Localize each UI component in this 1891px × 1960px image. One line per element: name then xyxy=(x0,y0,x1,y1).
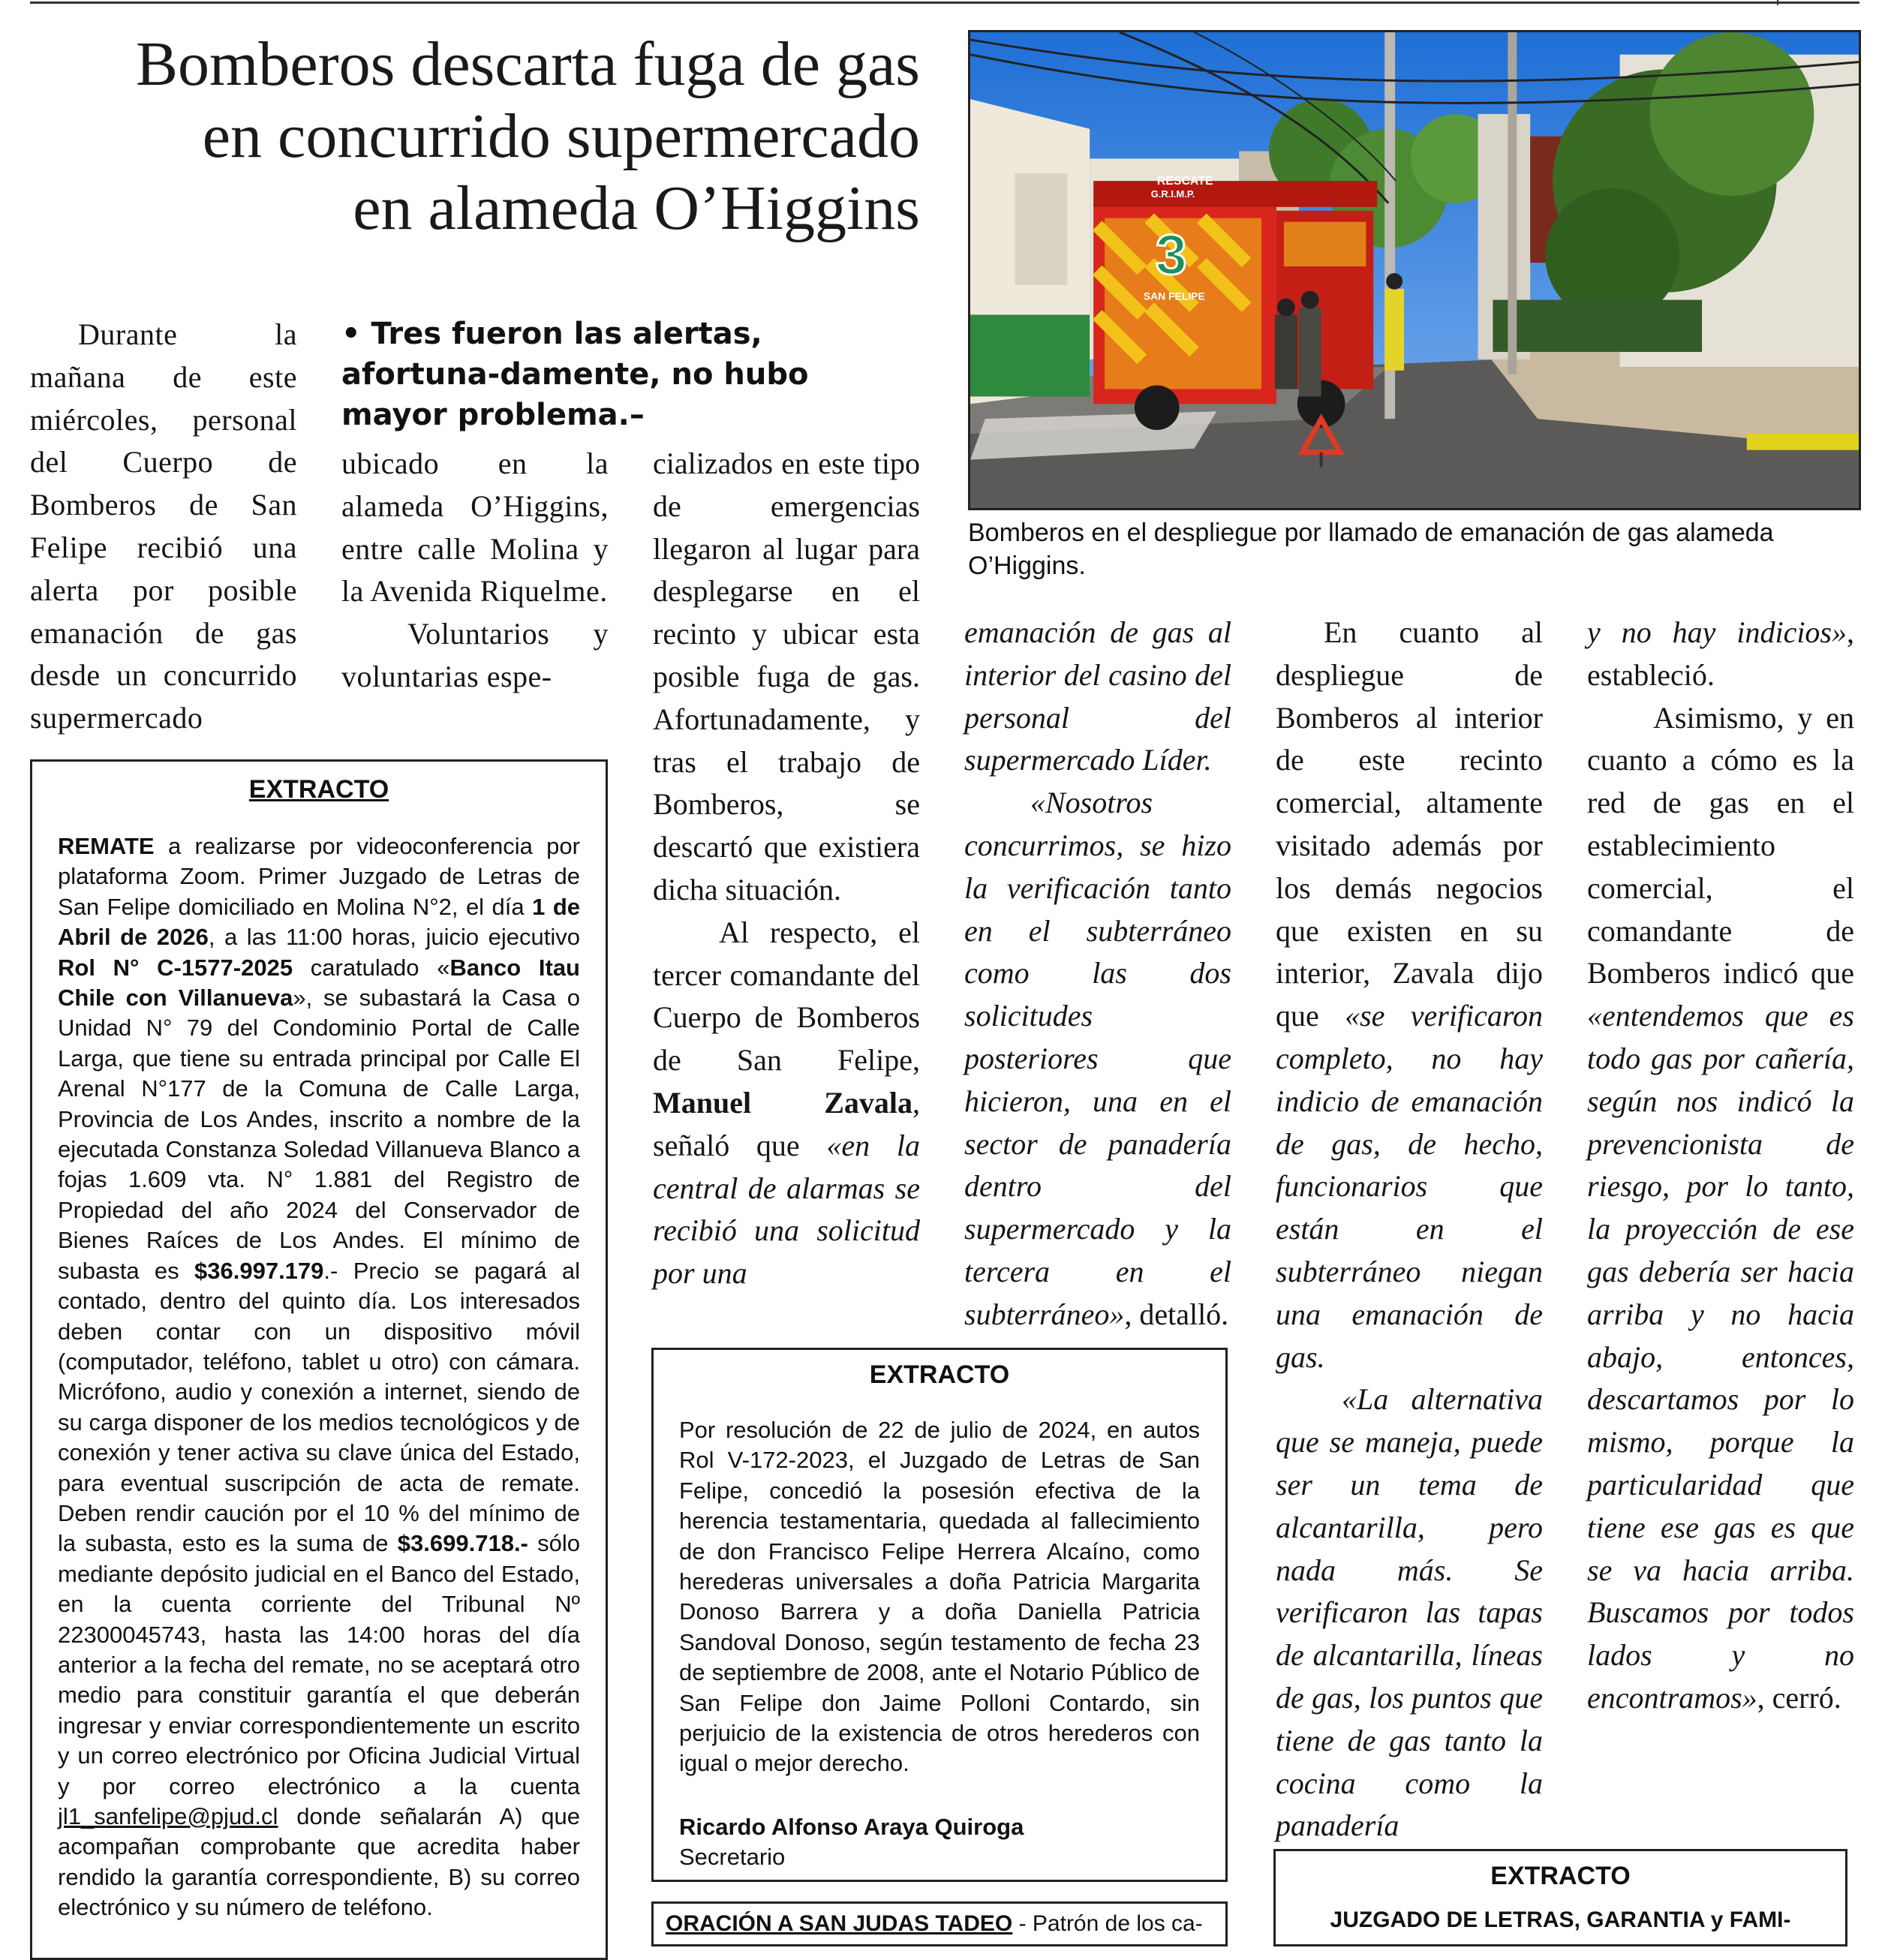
legal-notice-juzgado xyxy=(1273,1849,1847,1946)
quote: «en la central de alarmas se recibió una solicitud por una xyxy=(653,1128,920,1291)
paragraph: cializados en este tipo de emergencias llegaron al lugar para desplegarse en el recinto y ubicar esta posible fuga de gas. Afortunadamente, y tras el trabajo de Bomberos, se descartó que existiera dicha situación. xyxy=(653,446,920,906)
paragraph: «Nosotros concurrimos, se hizo la verificación tanto en el subterráneo como las dos solicitudes posteriores que hicieron, una en el sector de panadería dentro del supermercado y la tercera en el subterráneo», detalló. xyxy=(964,786,1231,1331)
paragraph: Voluntarios y voluntarias espe- xyxy=(341,617,609,693)
quote: emanación de gas al interior del casino del personal del supermercado Líder. xyxy=(964,615,1231,777)
article-lead: • Tres fueron las alertas, afortuna-damente, no hubo mayor problema.– xyxy=(341,317,809,432)
article-column-1 xyxy=(30,314,297,740)
headline xyxy=(30,29,920,245)
paragraph: Asimismo, y en cuanto a cómo es la red de gas en el establecimiento comercial, el comandante de Bomberos indicó que «entendemos que es todo gas por cañería, según nos indicó la prevencionista de riesgo, por lo tanto, la proyección de ese gas debería ser hacia arriba y no hacia abajo, entonces, descartamos por lo mismo, porque la particularidad que tiene ese gas es que se va hacia arriba. Buscamos por todos lados y no encontramos», cerró. xyxy=(1587,700,1854,1715)
headline-line-1: Bomberos descarta fuga de gas xyxy=(136,29,920,99)
fire-truck xyxy=(1093,175,1377,430)
email-link[interactable]: jl1_sanfelipe@pjud.cl xyxy=(58,1803,278,1829)
quote: «La alternativa que se maneja, puede ser un tema de alcantarilla, pero nada más. Se verificaron las tapas de alcantarilla, líneas de gas, los puntos que tiene de gas tanto la cocina como la panadería xyxy=(1276,1382,1543,1843)
notice-signer: Ricardo Alfonso Araya Quiroga xyxy=(679,1813,1024,1840)
prayer-title: ORACIÓN A SAN JUDAS TADEO xyxy=(666,1911,1013,1936)
truck-number: 3 xyxy=(1155,223,1187,286)
truck-label-rescate: RESCATE xyxy=(1156,175,1213,188)
article-column-2 xyxy=(341,443,609,699)
top-rule xyxy=(30,2,1859,4)
headline-line-2: en concurrido supermercado xyxy=(202,101,920,171)
notice-body: Por resolución de 22 de julio de 2024, en autos Rol V-172-2023, el Juzgado de Letras de San Felipe, concedió la posesión efectiva de la herencia testamentaria, quedada al fallecimiento de don Francisco Felipe Herrera Alcaíno, como herederas universales a doña Patricia Margarita Donoso Barrera y a doña Daniella Patricia Sandoval Donoso, según testamento de fecha 23 de septiembre de 2008, ante el Notario Público de San Felipe don Jaime Polloni Contardo, sin perjuicio de la existencia de otros herederos con igual o mejor derecho. xyxy=(679,1417,1200,1777)
article-column-4 xyxy=(964,612,1231,1336)
headline-line-3: en alameda O’Higgins xyxy=(353,173,920,243)
article-column-5 xyxy=(1276,612,1543,1847)
paragraph: ubicado en la alameda O’Higgins, entre calle Molina y la Avenida Riquelme. xyxy=(341,446,609,609)
paragraph: Al respecto, el tercer comandante del Cuerpo de Bomberos de San Felipe, Manuel Zavala, señaló que «en la central de alarmas se recibió una solicitud por una xyxy=(653,915,920,1291)
legal-notice-remate xyxy=(30,759,608,1960)
paragraph: y no hay indicios», estableció. xyxy=(1587,615,1854,692)
truck-label-grimp: G.R.I.M.P. xyxy=(1150,188,1195,200)
prayer-notice: ORACIÓN A SAN JUDAS TADEO - Patrón de los ca- xyxy=(651,1901,1228,1946)
paragraph: Durante la mañana de este miércoles, personal del Cuerpo de Bomberos de San Felipe recibió una alerta por posible emanación de gas desde un concurrido supermercado xyxy=(30,317,297,735)
notice-title: EXTRACTO xyxy=(1490,1862,1631,1890)
legal-notice-posesion xyxy=(651,1348,1228,1882)
person-name: Manuel Zavala xyxy=(653,1085,912,1120)
paragraph: En cuanto al despliegue de Bomberos al interior de este recinto comercial, altamente visitado además por los demás negocios que existen en su interior, Zavala dijo que «se verificaron completo, no hay indicio de emanación de gas, de hecho, funcionarios que están en el subterráneo niegan una emanación de gas. xyxy=(1276,615,1543,1374)
top-rule-tick xyxy=(1777,0,1778,5)
article-column-6 xyxy=(1587,612,1854,1720)
news-photo xyxy=(968,30,1861,510)
notice-title: EXTRACTO xyxy=(869,1360,1010,1389)
truck-label-sanfelipe: SAN FELIPE xyxy=(1143,290,1205,302)
notice-first-line: JUZGADO DE LETRAS, GARANTIA y FAMI- xyxy=(1330,1907,1791,1932)
notice-title: EXTRACTO xyxy=(248,775,389,804)
fire-truck-scene xyxy=(970,32,1859,508)
notice-signer-role: Secretario xyxy=(679,1843,786,1870)
article-column-3 xyxy=(653,443,920,1295)
photo-caption: Bomberos en el despliegue por llamado de emanación de gas alameda O’Higgins. xyxy=(968,519,1774,580)
notice-body: REMATE a realizarse por videoconferencia por plataforma Zoom. Primer Juzgado de Letras de San Felipe domiciliado en Molina N°2, el día 1 de Abril de 2026, a las 11:00 horas, juicio ejecutivo Rol N° C-1577-2025 caratulado «Banco Itau Chile con Villanueva», se subastará la Casa o Unidad N° 79 del Condominio Portal de Calle Larga, que tiene su entrada principal por Calle El Arenal N°177 de la Comuna de Calle Larga, Provincia de Los Andes, inscrito a nombre de la ejecutada Constanza Soledad Villanueva Blanco a fojas 1.609 vta. N° 1.881 del Registro de Propiedad del año 2024 del Conservador de Bienes Raíces de Los Andes. El mínimo de subasta es $36.997.179.- Precio se pagará al contado, dentro del quinto día. Los interesados deben contar con un dispositivo móvil (computador, teléfono, tablet u otro) con cámara. Micrófono, audio y conexión a internet, siendo de su carga disponer de los medios tecnológicos y de conexión y tener activa su clave única del Estado, para eventual suscripción de acta de remate. Deben rendir caución por el 10 % del mínimo de la subasta, esto es la suma de $3.699.718.- sólo mediante depósito judicial en el Banco del Estado, en la cuenta corriente del Tribunal Nº 22300045743, hasta las 14:00 horas del día anterior a la fecha del remate, no se aceptará otro medio para constituir garantía el que deberán ingresar y enviar correspondientemente un escrito y un correo electrónico por Oficina Judicial Virtual y por correo electrónico a la cuenta jl1_sanfelipe@pjud.cl donde señalarán A) que acompañan comprobante que acredita haber rendido la garantía correspondiente, B) su correo electrónico y su número de teléfono. xyxy=(58,833,581,1921)
